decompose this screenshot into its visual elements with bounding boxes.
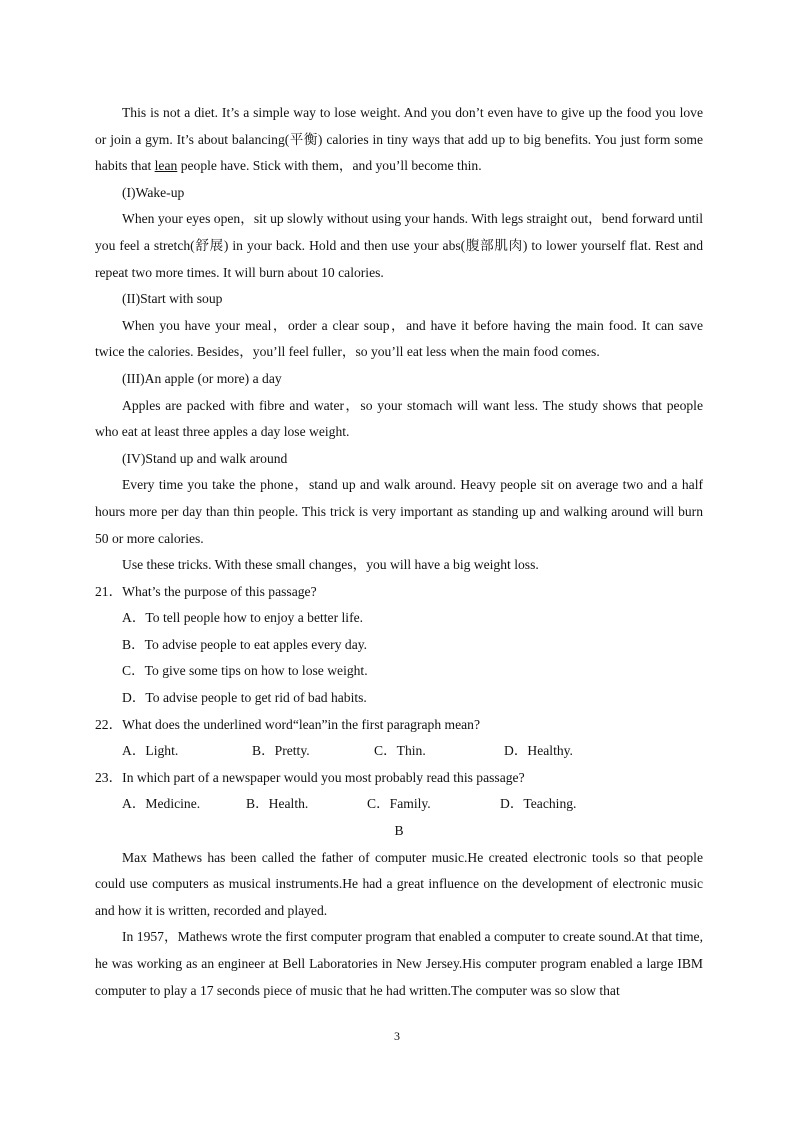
underlined-word-lean: lean [154,158,178,174]
question-21-option-d: D．To advise people to get rid of bad habits. [122,690,367,706]
question-23-option-b: B．Health. [246,796,309,812]
question-21: 21．What’s the purpose of this passage? [95,583,317,599]
question-23-option-d: D．Teaching. [500,796,577,812]
passage-a-paragraph-1 [95,100,703,180]
question-23-options [95,791,703,818]
passage-a-paragraph-6: Use these tricks. With these small changes，you will have a big weight loss. [122,557,539,573]
tip-heading-apple: (III)An apple (or more) a day [122,370,282,386]
tip-heading-soup: (II)Start with soup [122,291,223,307]
passage-a-paragraph-2: When your eyes open，sit up slowly without using your hands. With legs straight out，bend forward until you feel a stretch(舒展) in your back. Hold and then use your abs(腹部肌肉) to lower yourself flat. Rest and repeat two more times. It will burn about 10 calories. [95,211,703,280]
question-21-option-b: B．To advise people to eat apples every day. [122,636,368,652]
paragraph-text: This is not a diet. It’s a simple way to lose weight. And you don’t even have to give up the food you love or join a gym. It’s about balancing(平衡) calories in tiny ways that add up to big benefits. You just form some habits that [95,105,703,174]
page-content [95,100,703,1004]
tip-heading-wake-up: (I)Wake-up [122,184,185,200]
passage-a-paragraph-4: Apples are packed with fibre and water，so your stomach will want less. The study shows that people who eat at least three apples a day lose weight. [95,397,703,440]
question-22-option-b: B．Pretty. [252,743,310,759]
question-22-option-c: C．Thin. [374,743,426,759]
passage-b-paragraph-2: In 1957，Mathews wrote the first computer program that enabled a computer to create sound.At that time, he was working as an engineer at Bell Laboratories in New Jersey.His computer program enabled a large IBM computer to play a 17 seconds piece of music that he had written.The computer was so slow that [95,929,703,998]
question-23-option-c: C．Family. [367,796,431,812]
tip-heading-stand-up: (IV)Stand up and walk around [122,450,288,466]
page-number: 3 [394,1029,400,1043]
question-21-option-c: C．To give some tips on how to lose weight. [122,663,368,679]
passage-a-paragraph-5: Every time you take the phone，stand up and walk around. Heavy people sit on average two and a half hours more per day than thin people. This trick is very important as standing up and walking around will burn 50 or more calories. [95,477,703,546]
question-22-options [95,738,703,765]
passage-a-paragraph-3: When you have your meal，order a clear soup，and have it before having the main food. It can save twice the calories. Besides，you’ll feel fuller，so you’ll eat less when the main food comes. [95,317,703,360]
question-22: 22．What does the underlined word“lean”in the first paragraph mean? [95,716,481,732]
paragraph-text: people have. Stick with them，and you’ll become thin. [177,158,482,174]
question-23-option-a: A．Medicine. [122,796,201,812]
question-23: 23．In which part of a newspaper would you most probably read this passage? [95,769,525,785]
question-22-option-d: D．Healthy. [504,743,573,759]
question-21-option-a: A．To tell people how to enjoy a better life. [122,610,364,626]
question-22-option-a: A．Light. [122,743,179,759]
passage-b-paragraph-1: Max Mathews has been called the father of computer music.He created electronic tools so that people could use computers as musical instruments.He had a great influence on the development of electronic music and how it is written, recorded and played. [95,849,703,918]
passage-b-title: B [394,823,404,839]
